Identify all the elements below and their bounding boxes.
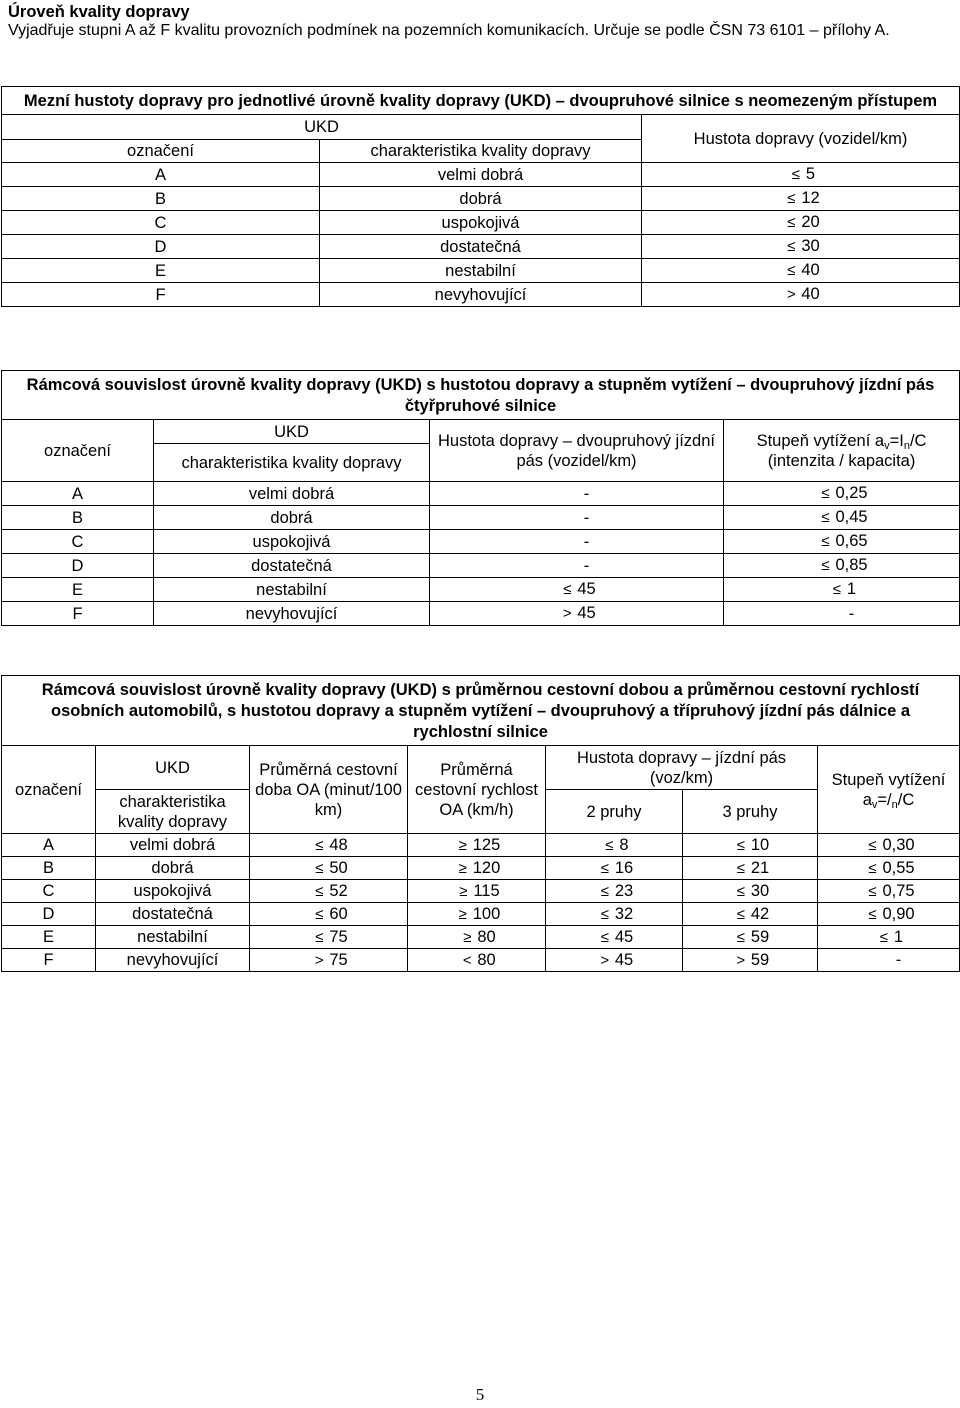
- relation-symbol: ≤: [563, 581, 572, 598]
- mark-cell: [2, 857, 96, 880]
- characteristic-cell: [96, 880, 250, 903]
- table-row: [2, 530, 960, 554]
- cell-value: D: [154, 237, 167, 256]
- load-cell: [818, 857, 960, 880]
- table-row: [2, 163, 960, 187]
- density-2-lanes-cell: [546, 834, 683, 857]
- cell-value: 0,85: [835, 556, 868, 574]
- relation-symbol: ≤: [736, 928, 745, 946]
- header-density: Hustota dopravy – dvoupruhový jízdní pás (vozidel/km): [430, 420, 724, 482]
- cell-value: B: [71, 508, 83, 527]
- cell-value: -: [583, 484, 590, 503]
- mark-cell: [2, 235, 320, 259]
- cell-value: E: [71, 580, 83, 599]
- load-cell: [724, 530, 960, 554]
- relation-symbol: ≤: [600, 859, 609, 877]
- cell-value: -: [583, 556, 590, 575]
- density-3-lanes-cell: [683, 880, 818, 903]
- density-cell: [430, 482, 724, 506]
- load-cell: [818, 834, 960, 857]
- cell-value: 5: [805, 165, 816, 183]
- density-cell: [642, 163, 960, 187]
- density-cell: [642, 235, 960, 259]
- cell-value: 75: [329, 950, 348, 969]
- characteristic-cell: [154, 578, 430, 602]
- cell-value: uspokojivá: [441, 213, 520, 232]
- mark-cell: [2, 506, 154, 530]
- cell-value: 45: [614, 927, 634, 946]
- table-row: [2, 880, 960, 903]
- cell-value: dostatečná: [440, 237, 521, 256]
- cell-value: 80: [477, 950, 496, 969]
- table-body: [2, 163, 960, 307]
- characteristic-cell: [320, 283, 642, 307]
- cell-value: 60: [329, 904, 348, 923]
- header-3-lanes: 3 pruhy: [683, 790, 818, 834]
- cell-value: velmi dobrá: [437, 165, 524, 184]
- relation-symbol: ≤: [787, 214, 796, 231]
- header-load: Stupeň vytížení $a_v=I_n/C$ (intenzita / kapacita): [724, 420, 960, 482]
- cell-value: 50: [329, 858, 348, 877]
- density-2-lanes-cell: [546, 880, 683, 903]
- cell-value: 40: [801, 285, 820, 303]
- header-2-lanes: 2 pruhy: [546, 790, 683, 834]
- cell-value: F: [72, 604, 83, 623]
- relation-symbol: ≥: [459, 882, 468, 900]
- relation-symbol: ≤: [787, 238, 796, 255]
- relation-symbol: ≤: [821, 509, 830, 526]
- characteristic-cell: [96, 949, 250, 972]
- mark-cell: [2, 259, 320, 283]
- table-body: [2, 482, 960, 626]
- mark-cell: [2, 554, 154, 578]
- characteristic-cell: [154, 554, 430, 578]
- density-cell: [430, 506, 724, 530]
- table-row: [2, 949, 960, 972]
- density-2-lanes-cell: [546, 903, 683, 926]
- cell-value: B: [42, 859, 54, 877]
- cell-value: nestabilní: [256, 580, 327, 599]
- table-row: [2, 857, 960, 880]
- density-cell: [430, 530, 724, 554]
- header-travel-speed: Průměrná cestovní rychlost OA (km/h): [408, 746, 546, 834]
- relation-symbol: ≤: [879, 928, 889, 946]
- relation-symbol: ≤: [600, 882, 609, 900]
- cell-value: dobrá: [151, 859, 194, 877]
- header-mark: označení: [2, 746, 96, 834]
- table-row: [2, 834, 960, 857]
- relation-symbol: ≤: [600, 905, 609, 923]
- cell-value: 59: [750, 950, 770, 969]
- relation-symbol: ≤: [315, 836, 324, 854]
- cell-value: 21: [750, 858, 770, 877]
- cell-value: 48: [329, 835, 348, 854]
- relation-symbol: ≤: [315, 882, 324, 900]
- table-row: [2, 926, 960, 949]
- relation-symbol: ≤: [868, 859, 877, 877]
- travel-time-cell: [250, 880, 408, 903]
- cell-value: velmi dobrá: [248, 484, 335, 503]
- relation-symbol: ≤: [736, 836, 745, 854]
- header-characteristic: charakteristika kvality dopravy: [96, 790, 250, 834]
- relation-symbol: ≤: [868, 836, 877, 854]
- cell-value: 30: [801, 237, 820, 255]
- load-cell: [818, 903, 960, 926]
- cell-value: C: [42, 882, 55, 900]
- density-3-lanes-cell: [683, 834, 818, 857]
- cell-value: 1: [893, 927, 904, 946]
- density-2-lanes-cell: [546, 949, 683, 972]
- cell-value: -: [583, 508, 590, 527]
- cell-value: dobrá: [270, 508, 313, 527]
- cell-value: 0,55: [882, 858, 915, 877]
- mark-cell: [2, 482, 154, 506]
- travel-speed-cell: [408, 857, 546, 880]
- cell-value: 23: [614, 881, 634, 900]
- header-ukd: UKD: [2, 115, 642, 140]
- cell-value: 45: [577, 604, 596, 622]
- cell-value: -: [895, 951, 902, 969]
- header-travel-time: Průměrná cestovní doba OA (minut/100 km): [250, 746, 408, 834]
- relation-symbol: ≤: [600, 928, 609, 946]
- cell-value: D: [71, 556, 84, 575]
- mark-cell: [2, 530, 154, 554]
- cell-value: 0,25: [835, 484, 868, 502]
- cell-value: 100: [472, 904, 501, 923]
- mark-cell: [2, 834, 96, 857]
- section-heading: Úroveň kvality dopravy: [8, 3, 190, 21]
- mark-cell: [2, 578, 154, 602]
- travel-time-cell: [250, 926, 408, 949]
- page-number: 5: [475, 1385, 485, 1404]
- relation-symbol: ≤: [868, 905, 877, 923]
- table-row: [2, 506, 960, 530]
- cell-value: 20: [801, 213, 820, 231]
- density-cell: [642, 259, 960, 283]
- density-cell: [642, 283, 960, 307]
- cell-value: 0,65: [835, 532, 868, 550]
- table-row: [2, 482, 960, 506]
- travel-speed-cell: [408, 949, 546, 972]
- relation-symbol: >: [600, 951, 610, 969]
- density-cell: [430, 554, 724, 578]
- travel-speed-cell: [408, 903, 546, 926]
- load-cell: [724, 482, 960, 506]
- header-characteristic: charakteristika kvality dopravy: [154, 444, 430, 482]
- characteristic-cell: [154, 506, 430, 530]
- table-body: [2, 834, 960, 972]
- relation-symbol: ≥: [458, 836, 467, 854]
- cell-value: 0,75: [882, 881, 915, 900]
- cell-value: 16: [614, 858, 634, 877]
- relation-symbol: ≤: [821, 485, 830, 502]
- cell-value: B: [154, 189, 166, 208]
- relation-symbol: >: [314, 951, 324, 969]
- density-2-lanes-cell: [546, 857, 683, 880]
- characteristic-cell: [320, 163, 642, 187]
- characteristic-cell: [154, 602, 430, 626]
- density-cell: [642, 211, 960, 235]
- cell-value: 42: [750, 904, 770, 923]
- characteristic-cell: [96, 834, 250, 857]
- table-caption: Mezní hustoty dopravy pro jednotlivé úrovně kvality dopravy (UKD) – dvoupruhové silnice s neomezeným přístupem: [2, 87, 960, 115]
- mark-cell: [2, 602, 154, 626]
- cell-value: E: [42, 928, 54, 946]
- cell-value: D: [42, 905, 55, 923]
- cell-value: 8: [619, 835, 629, 854]
- cell-value: dobrá: [459, 189, 502, 208]
- relation-symbol: ≤: [821, 557, 830, 574]
- cell-value: 32: [614, 904, 634, 923]
- cell-value: nevyhovující: [245, 604, 338, 623]
- density-3-lanes-cell: [683, 903, 818, 926]
- header-density: Hustota dopravy (vozidel/km): [642, 115, 960, 163]
- travel-time-cell: [250, 903, 408, 926]
- cell-value: 30: [750, 881, 770, 900]
- characteristic-cell: [96, 926, 250, 949]
- relation-symbol: ≤: [315, 905, 324, 923]
- table-row: [2, 602, 960, 626]
- cell-value: F: [155, 285, 166, 304]
- header-load: Stupeň vytížení $a_v=/_n/C$: [818, 746, 960, 834]
- cell-value: A: [42, 836, 54, 854]
- table-row: [2, 259, 960, 283]
- cell-value: dostatečná: [251, 556, 332, 575]
- cell-value: nevyhovující: [126, 951, 219, 969]
- cell-value: A: [71, 484, 83, 503]
- table-row: [2, 283, 960, 307]
- cell-value: 45: [614, 950, 634, 969]
- cell-value: 10: [750, 835, 770, 854]
- density-cell: [430, 578, 724, 602]
- characteristic-cell: [320, 259, 642, 283]
- cell-value: C: [71, 532, 84, 551]
- table-row: [2, 211, 960, 235]
- travel-time-cell: [250, 949, 408, 972]
- four-lane-table: [1, 370, 960, 626]
- load-cell: [724, 554, 960, 578]
- cell-value: 52: [329, 881, 348, 900]
- cell-value: 45: [577, 580, 596, 598]
- cell-value: dostatečná: [132, 905, 213, 923]
- cell-value: uspokojivá: [252, 532, 331, 551]
- density-cell: [642, 187, 960, 211]
- cell-value: E: [154, 261, 166, 280]
- load-cell: [724, 602, 960, 626]
- cell-value: -: [583, 532, 590, 551]
- table-caption: Rámcová souvislost úrovně kvality dopravy (UKD) s průměrnou cestovní dobou a průměrnou cestovní rychlostí osobních automobilů, s hustotou dopravy a stupněm vytížení – dvoupruhový a třípruhový jízdní pás dálnice a rychlostní silnice: [2, 676, 960, 746]
- header-mark: označení: [2, 140, 320, 163]
- cell-value: -: [848, 604, 855, 623]
- density-limits-table: [1, 86, 960, 307]
- travel-time-cell: [250, 834, 408, 857]
- characteristic-cell: [96, 903, 250, 926]
- cell-value: 80: [477, 927, 496, 946]
- cell-value: 40: [801, 261, 820, 279]
- relation-symbol: ≥: [463, 928, 472, 946]
- density-cell: [430, 602, 724, 626]
- table-caption: Rámcová souvislost úrovně kvality dopravy (UKD) s hustotou dopravy a stupněm vytížení – dvoupruhový jízdní pás čtyřpruhové silnice: [2, 371, 960, 420]
- header-density: Hustota dopravy – jízdní pás (voz/km): [546, 746, 818, 790]
- characteristic-cell: [154, 530, 430, 554]
- relation-symbol: ≤: [736, 882, 745, 900]
- relation-symbol: ≤: [787, 190, 796, 207]
- cell-value: 12: [801, 189, 820, 207]
- relation-symbol: ≤: [868, 882, 877, 900]
- relation-symbol: ≤: [315, 928, 324, 946]
- travel-speed-cell: [408, 834, 546, 857]
- relation-symbol: >: [786, 286, 796, 303]
- relation-symbol: >: [562, 605, 572, 622]
- cell-value: 0,45: [835, 508, 868, 526]
- travel-speed-cell: [408, 880, 546, 903]
- motorway-table: [1, 675, 960, 972]
- load-cell: [818, 949, 960, 972]
- mark-cell: [2, 949, 96, 972]
- travel-speed-cell: [408, 926, 546, 949]
- table-row: [2, 235, 960, 259]
- cell-value: 75: [329, 927, 348, 946]
- relation-symbol: ≤: [605, 836, 614, 854]
- mark-cell: [2, 283, 320, 307]
- table-row: [2, 187, 960, 211]
- cell-value: nestabilní: [445, 261, 516, 280]
- mark-cell: [2, 163, 320, 187]
- table-row: [2, 903, 960, 926]
- mark-cell: [2, 187, 320, 211]
- relation-symbol: ≤: [821, 533, 830, 550]
- header-ukd: UKD: [96, 746, 250, 790]
- table-row: [2, 554, 960, 578]
- characteristic-cell: [154, 482, 430, 506]
- relation-symbol: ≥: [458, 905, 467, 923]
- mark-cell: [2, 903, 96, 926]
- cell-value: C: [154, 213, 167, 232]
- characteristic-cell: [320, 235, 642, 259]
- relation-symbol: ≤: [791, 166, 801, 183]
- characteristic-cell: [320, 211, 642, 235]
- cell-value: 115: [473, 881, 500, 900]
- characteristic-cell: [320, 187, 642, 211]
- cell-value: velmi dobrá: [129, 836, 216, 854]
- cell-value: 0,90: [882, 904, 915, 923]
- intro-paragraph: Vyjadřuje stupni A až F kvalitu provozních podmínek na pozemních komunikacích. Určuje se podle ČSN 73 6101 – přílohy A.: [8, 22, 890, 39]
- relation-symbol: >: [736, 951, 746, 969]
- cell-value: 120: [472, 858, 501, 877]
- relation-symbol: <: [462, 951, 472, 969]
- mark-cell: [2, 880, 96, 903]
- density-3-lanes-cell: [683, 857, 818, 880]
- relation-symbol: ≤: [736, 859, 745, 877]
- cell-value: 59: [750, 927, 770, 946]
- cell-value: nestabilní: [137, 928, 208, 946]
- mark-cell: [2, 211, 320, 235]
- travel-time-cell: [250, 857, 408, 880]
- relation-symbol: ≤: [787, 262, 796, 279]
- relation-symbol: ≤: [315, 859, 324, 877]
- density-3-lanes-cell: [683, 949, 818, 972]
- relation-symbol: ≤: [736, 905, 745, 923]
- mark-cell: [2, 926, 96, 949]
- characteristic-cell: [96, 857, 250, 880]
- load-cell: [724, 506, 960, 530]
- cell-value: nevyhovující: [434, 285, 527, 304]
- cell-value: 125: [472, 835, 501, 854]
- header-ukd: UKD: [154, 420, 430, 444]
- density-2-lanes-cell: [546, 926, 683, 949]
- table-row: [2, 578, 960, 602]
- cell-value: 1: [846, 580, 857, 598]
- load-cell: [818, 880, 960, 903]
- header-mark: označení: [2, 420, 154, 482]
- relation-symbol: ≤: [832, 581, 842, 598]
- load-cell: [724, 578, 960, 602]
- relation-symbol: ≥: [458, 859, 467, 877]
- header-characteristic: charakteristika kvality dopravy: [320, 140, 642, 163]
- cell-value: F: [43, 951, 54, 969]
- density-3-lanes-cell: [683, 926, 818, 949]
- load-cell: [818, 926, 960, 949]
- cell-value: 0,30: [882, 835, 915, 854]
- cell-value: A: [154, 165, 166, 184]
- cell-value: uspokojivá: [133, 882, 212, 900]
